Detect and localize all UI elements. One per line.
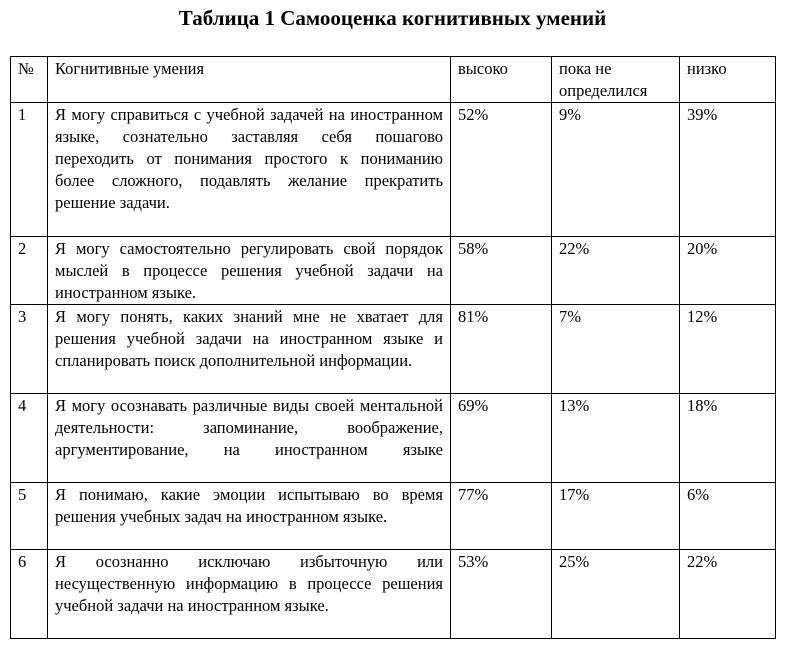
- value-low: 22%: [680, 550, 776, 639]
- value-low: 20%: [680, 237, 776, 305]
- value-not-decided: 25%: [552, 550, 680, 639]
- value-not-decided: 9%: [552, 103, 680, 237]
- value-high: 53%: [451, 550, 552, 639]
- header-high: высоко: [451, 57, 552, 103]
- value-high: 58%: [451, 237, 552, 305]
- table-row: [11, 237, 776, 305]
- skill-description: Я осознанно исключаю избыточную или несущественную информацию в процессе решения учебной задачи на иностранном языке.: [48, 550, 451, 639]
- value-not-decided: 13%: [552, 394, 680, 483]
- table-row: [11, 483, 776, 550]
- value-low: 6%: [680, 483, 776, 550]
- row-number: 6: [11, 550, 48, 639]
- header-cognitive-skills: Когнитивные умения: [48, 57, 451, 103]
- row-number: 5: [11, 483, 48, 550]
- value-low: 18%: [680, 394, 776, 483]
- header-number: №: [11, 57, 48, 103]
- skill-description: Я могу справиться с учебной задачей на иностранном языке, сознательно заставляя себя пошагово переходить от понимания простого к пониманию более сложного, подавлять желание прекратить решение задачи.: [48, 103, 451, 237]
- value-low: 39%: [680, 103, 776, 237]
- skill-description: Я могу осознавать различные виды своей ментальной деятельности: запоминание, воображение, аргументирование, на иностранном языке: [48, 394, 451, 483]
- header-low: низко: [680, 57, 776, 103]
- value-low: 12%: [680, 305, 776, 394]
- header-not-decided: пока не определился: [552, 57, 680, 103]
- self-assessment-table: [10, 56, 776, 639]
- value-not-decided: 17%: [552, 483, 680, 550]
- table-row: [11, 550, 776, 639]
- skill-description: Я понимаю, какие эмоции испытываю во время решения учебных задач на иностранном языке.: [48, 483, 451, 550]
- table-header-row: [11, 57, 776, 103]
- value-not-decided: 22%: [552, 237, 680, 305]
- value-high: 69%: [451, 394, 552, 483]
- skill-description: Я могу понять, каких знаний мне не хватает для решения учебной задачи на иностранном языке и спланировать поиск дополнительной информации.: [48, 305, 451, 394]
- value-high: 81%: [451, 305, 552, 394]
- value-high: 77%: [451, 483, 552, 550]
- row-number: 2: [11, 237, 48, 305]
- value-high: 52%: [451, 103, 552, 237]
- row-number: 3: [11, 305, 48, 394]
- row-number: 1: [11, 103, 48, 237]
- row-number: 4: [11, 394, 48, 483]
- table-row: [11, 394, 776, 483]
- skill-description: Я могу самостоятельно регулировать свой порядок мыслей в процессе решения учебной задачи на иностранном языке.: [48, 237, 451, 305]
- table-row: [11, 103, 776, 237]
- table-title: Таблица 1 Самооценка когнитивных умений: [178, 6, 607, 30]
- table-row: [11, 305, 776, 394]
- value-not-decided: 7%: [552, 305, 680, 394]
